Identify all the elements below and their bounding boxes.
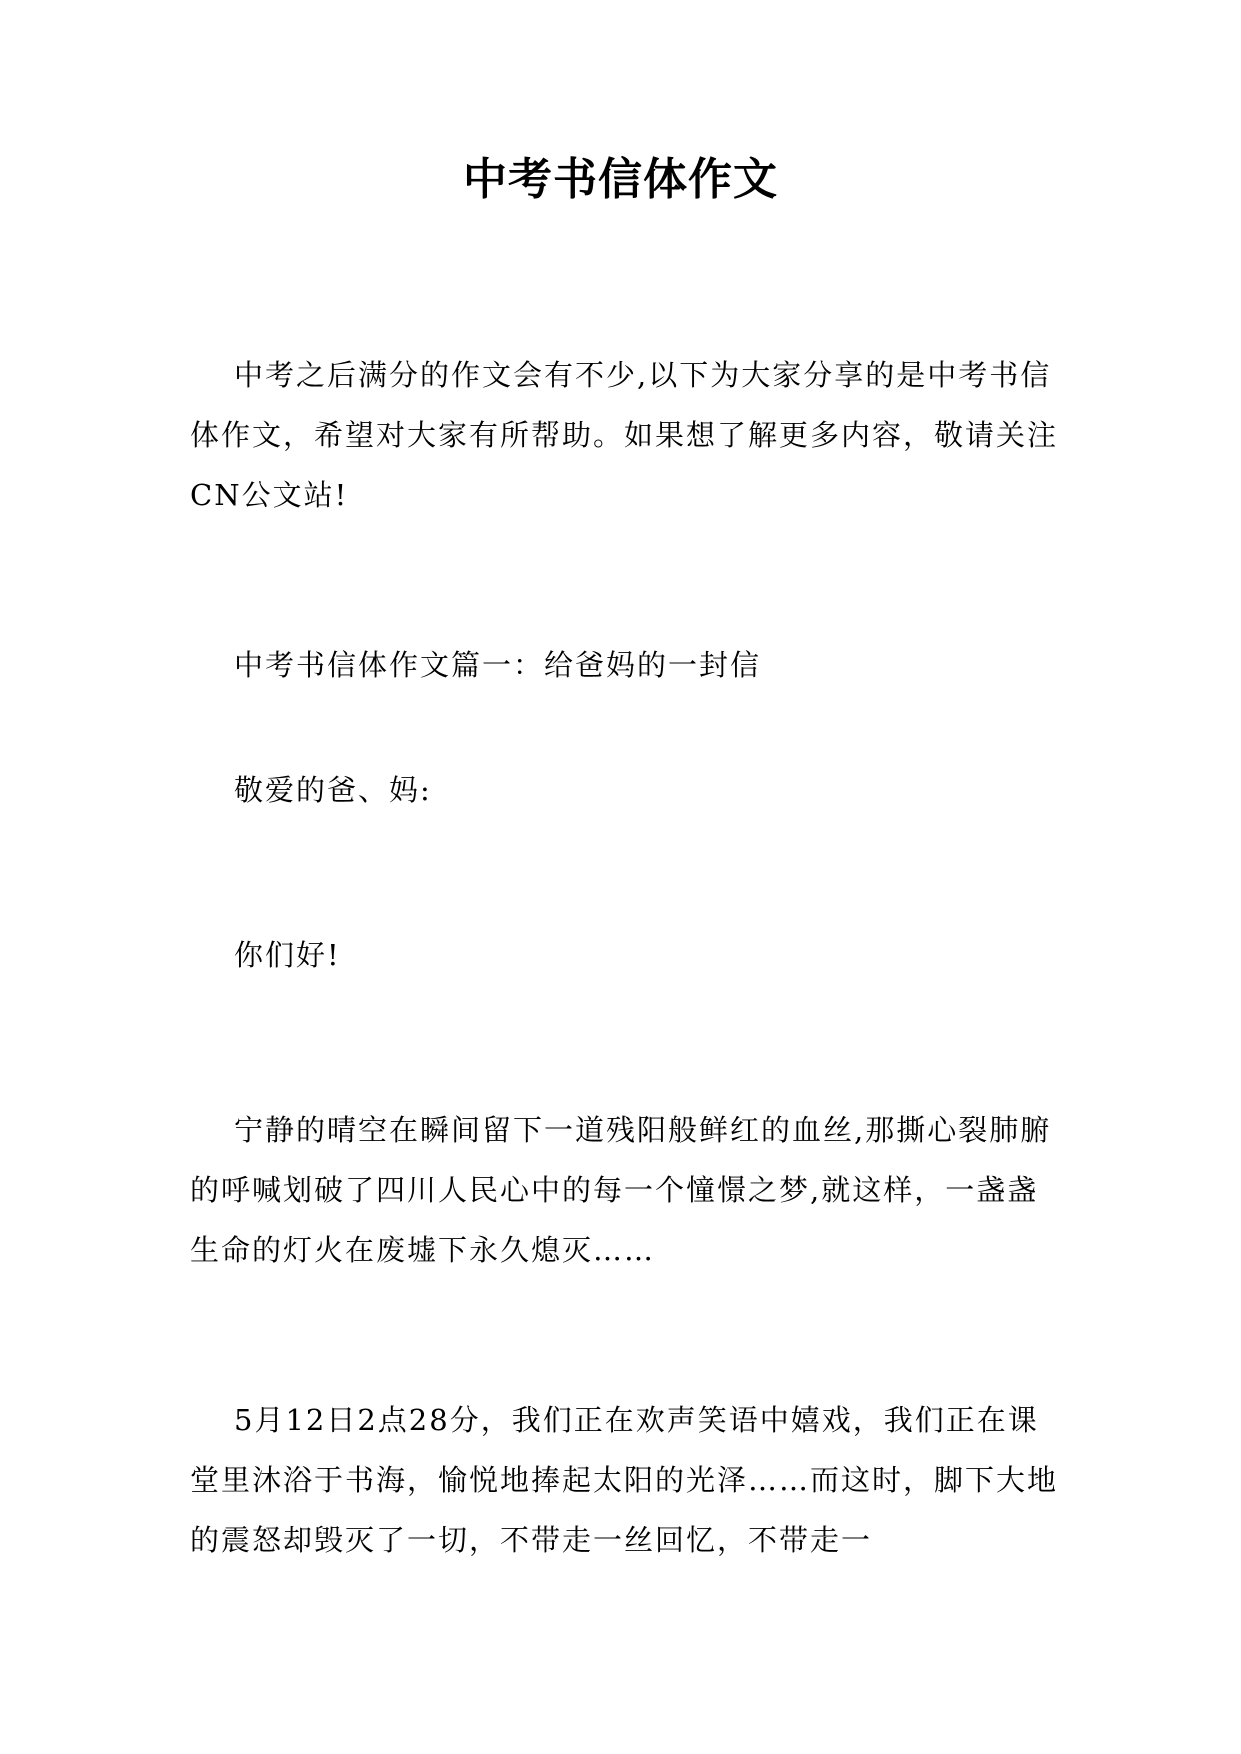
document-title: 中考书信体作文: [463, 154, 778, 205]
body-paragraph: 5月12日2点28分，我们正在欢声笑语中嬉戏，我们正在课堂里沐浴于书海，愉悦地捧起太阳的光泽……而这时，脚下大地的震怒却毁灭了一切，不带走一丝回忆，不带走一: [190, 1403, 1059, 1557]
intro-paragraph: 中考之后满分的作文会有不少,以下为大家分享的是中考书信体作文，希望对大家有所帮助。如果想了解更多内容，敬请关注CN公文站!: [190, 358, 1059, 512]
section-heading: 中考书信体作文篇一：给爸妈的一封信: [234, 648, 762, 682]
letter-salutation: 敬爱的爸、妈:: [234, 773, 432, 807]
body-paragraph: 宁静的晴空在瞬间留下一道残阳般鲜红的血丝,那撕心裂肺腑的呼喊划破了四川人民心中的每一个憧憬之梦,就这样，一盏盏生命的灯火在废墟下永久熄灭……: [190, 1113, 1052, 1267]
letter-greeting: 你们好!: [234, 938, 341, 972]
